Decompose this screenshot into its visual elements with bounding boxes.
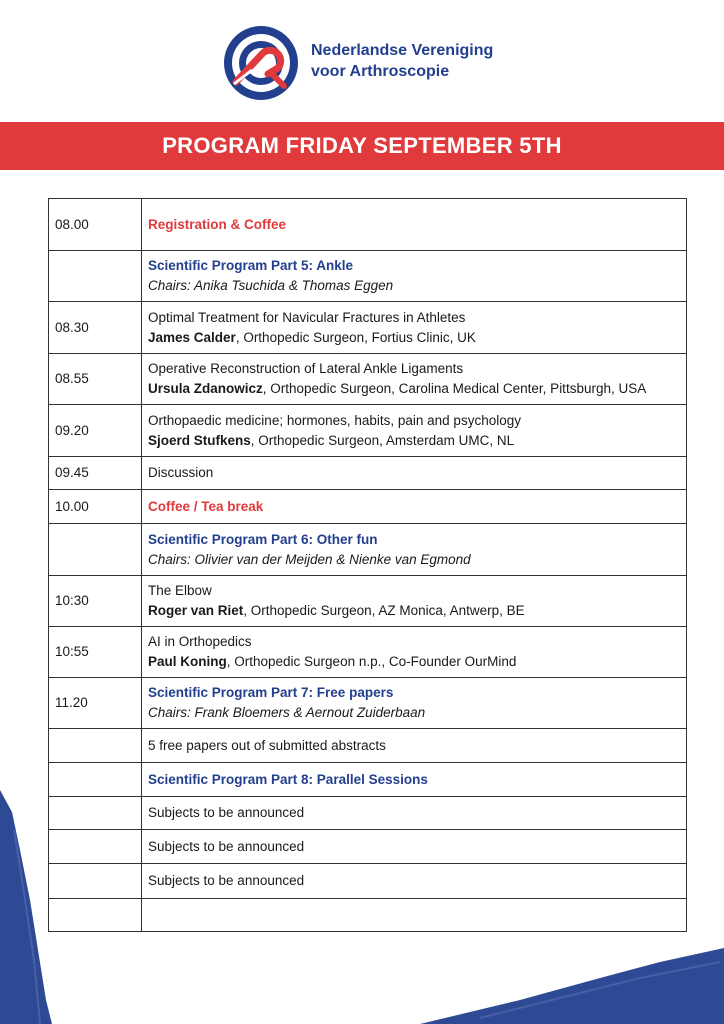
program-title-banner [0, 122, 724, 170]
table-row [49, 763, 687, 797]
time-cell: 10:55 [49, 627, 142, 678]
nva-logo-icon [222, 24, 300, 102]
session-cell [142, 251, 687, 302]
table-row [49, 797, 687, 830]
organization-name [311, 40, 493, 82]
time-cell [49, 763, 142, 797]
table-row [49, 457, 687, 490]
speaker-name: Ursula Zdanowicz [148, 381, 263, 396]
page-header [0, 0, 724, 122]
table-row [49, 678, 687, 729]
table-row [49, 199, 687, 251]
table-row [49, 302, 687, 354]
table-row [49, 405, 687, 457]
time-cell [49, 899, 142, 932]
speaker-line [148, 431, 680, 451]
break-title: Registration & Coffee [148, 216, 287, 232]
speaker-name: Paul Koning [148, 654, 227, 669]
table-row [49, 576, 687, 627]
table-row [49, 490, 687, 524]
section-title: Scientific Program Part 8: Parallel Sessions [148, 771, 428, 787]
session-cell: 5 free papers out of submitted abstracts [142, 729, 687, 763]
session-cell: Subjects to be announced [142, 864, 687, 899]
session-cell [142, 199, 687, 251]
table-row [49, 864, 687, 899]
table-row [49, 627, 687, 678]
time-cell [49, 797, 142, 830]
time-cell: 10.00 [49, 490, 142, 524]
session-cell [142, 627, 687, 678]
time-cell: 09.45 [49, 457, 142, 490]
time-cell [49, 251, 142, 302]
page-title: PROGRAM FRIDAY SEPTEMBER 5TH [162, 133, 562, 158]
talk-title: The Elbow [148, 583, 212, 598]
session-cell: Subjects to be announced [142, 797, 687, 830]
speaker-affiliation: , Orthopedic Surgeon, Carolina Medical Center, Pittsburgh, USA [262, 381, 647, 396]
session-cell [142, 763, 687, 797]
session-cell [142, 490, 687, 524]
session-cell [142, 354, 687, 405]
table-row [49, 830, 687, 864]
table-row [49, 729, 687, 763]
talk-title: Orthopaedic medicine; hormones, habits, pain and psychology [148, 412, 521, 428]
time-cell: 10:30 [49, 576, 142, 627]
time-cell [49, 729, 142, 763]
table-row [49, 899, 687, 932]
section-title: Scientific Program Part 7: Free papers [148, 685, 394, 700]
section-title: Scientific Program Part 5: Ankle [148, 258, 354, 273]
session-cell: Subjects to be announced [142, 830, 687, 864]
time-cell [49, 830, 142, 864]
session-cell [142, 302, 687, 354]
organization-name-line2: voor Arthroscopie [311, 63, 450, 80]
time-cell: 08.00 [49, 199, 142, 251]
time-cell: 11.20 [49, 678, 142, 729]
session-cell [142, 524, 687, 576]
speaker-affiliation: , Orthopedic Surgeon, Fortius Clinic, UK [235, 329, 476, 345]
speaker-affiliation: , Orthopedic Surgeon n.p., Co-Founder OurMind [226, 654, 517, 669]
time-cell: 09.20 [49, 405, 142, 457]
talk-title: AI in Orthopedics [148, 634, 252, 649]
chairs-text: Chairs: Frank Bloemers & Aernout Zuiderbaan [148, 705, 426, 720]
time-cell [49, 524, 142, 576]
session-cell [142, 576, 687, 627]
speaker-line [148, 379, 680, 399]
speaker-line [148, 328, 680, 348]
speaker-line [148, 601, 680, 621]
break-title: Coffee / Tea break [148, 498, 264, 514]
table-row [49, 354, 687, 405]
session-cell: Discussion [142, 457, 687, 490]
chairs-text: Chairs: Olivier van der Meijden & Nienke van Egmond [148, 551, 471, 567]
session-cell [142, 899, 687, 932]
session-cell [142, 678, 687, 729]
program-table [48, 198, 687, 932]
time-cell: 08.55 [49, 354, 142, 405]
organization-name-line1: Nederlandse Vereniging [311, 42, 494, 59]
speaker-name: Roger van Riet [148, 603, 244, 618]
table-row [49, 524, 687, 576]
time-cell: 08.30 [49, 302, 142, 354]
time-cell [49, 864, 142, 899]
session-cell [142, 405, 687, 457]
chairs-text: Chairs: Anika Tsuchida & Thomas Eggen [148, 278, 394, 293]
speaker-name: James Calder [148, 329, 236, 345]
table-row [49, 251, 687, 302]
speaker-affiliation: , Orthopedic Surgeon, AZ Monica, Antwerp, BE [243, 603, 525, 618]
talk-title: Operative Reconstruction of Lateral Ankle Ligaments [148, 361, 464, 376]
speaker-affiliation: , Orthopedic Surgeon, Amsterdam UMC, NL [250, 432, 515, 448]
section-title: Scientific Program Part 6: Other fun [148, 531, 378, 547]
speaker-line [148, 652, 680, 672]
speaker-name: Sjoerd Stufkens [148, 432, 251, 448]
talk-title: Optimal Treatment for Navicular Fractures in Athletes [148, 309, 466, 325]
